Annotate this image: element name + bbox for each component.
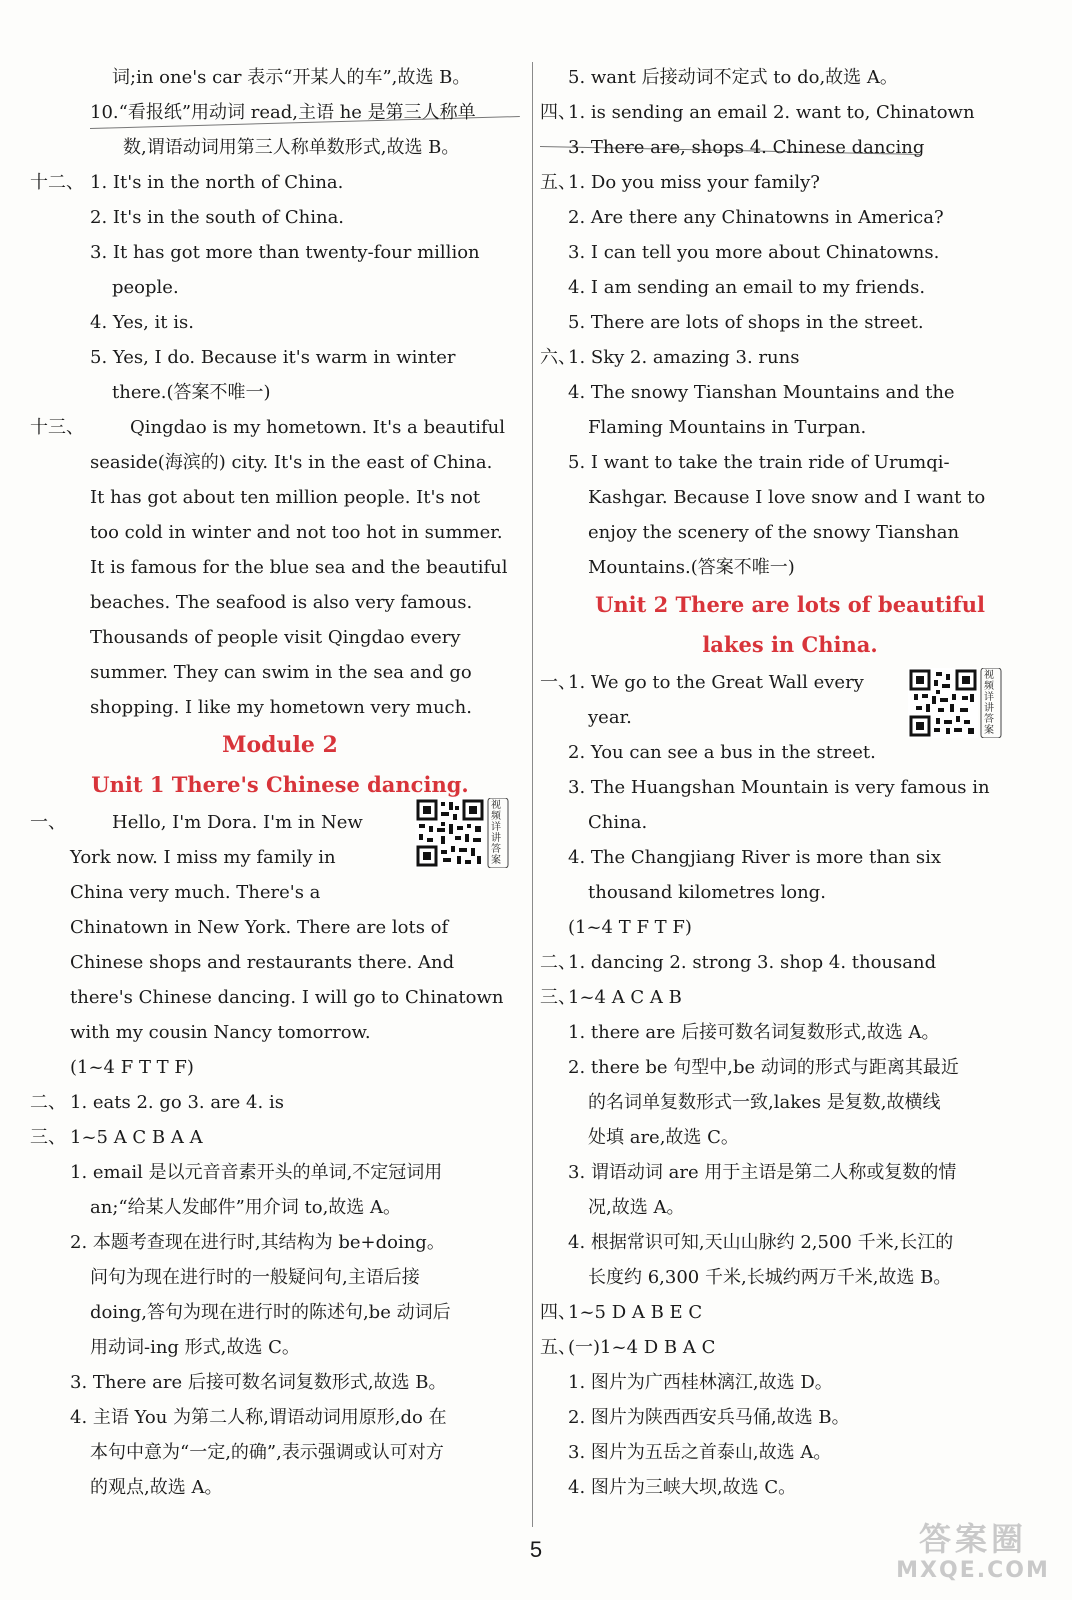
qr-code[interactable] [415, 798, 510, 868]
text-line: 3. 谓语动词 are 用于主语是第二人称或复数的情 [568, 1162, 957, 1183]
text-line: York now. I miss my family in [70, 847, 336, 868]
module2-part2-line: 二、 1. eats 2. go 3. are 4. is [30, 1092, 284, 1113]
column-divider [532, 62, 533, 1527]
text-line: 5. I want to take the train ride of Urumqi- [568, 452, 950, 473]
text-line: 10.“看报纸”用动词 read,主语 he 是第三人称单 [90, 102, 476, 123]
text-line: 1. email 是以元音音素开头的单词,不定冠词用 [70, 1162, 443, 1183]
text-line: 1. there are 后接可数名词复数形式,故选 A。 [568, 1022, 940, 1043]
unit-1-heading: Unit 1 There's Chinese dancing. [91, 772, 469, 797]
section-4-line: 四、 1. is sending an email 2. want to, Chinatown [540, 102, 975, 123]
right-column [540, 60, 1040, 1505]
unit-2-heading-cont: lakes in China. [702, 632, 878, 657]
text-line: enjoy the scenery of the snowy Tianshan [588, 522, 960, 543]
text-line: seaside(海滨的) city. It's in the east of China. [90, 452, 493, 473]
unit-2-heading: Unit 2 There are lots of beautiful [595, 592, 985, 617]
qr-code[interactable] [908, 668, 1003, 738]
text-line: summer. They can swim in the sea and go [90, 662, 472, 683]
unit2-part2-line: 二、 1. dancing 2. strong 3. shop 4. thousand [540, 952, 937, 973]
watermark-url: MXQE.COM [896, 1558, 1050, 1583]
section-13-line: 十三、 Qingdao is my hometown. It's a beautiful [30, 417, 505, 438]
text-line: Chinese shops and restaurants there. And [70, 952, 455, 973]
text-line: 4. 根据常识可知,天山山脉约 2,500 千米,长江的 [568, 1232, 954, 1253]
section-6-line: 六、 1. Sky 2. amazing 3. runs [540, 347, 800, 368]
text-line: 3. The Huangshan Mountain is very famous in [568, 777, 990, 798]
text-line: 2. 图片为陕西西安兵马俑,故选 B。 [568, 1407, 850, 1428]
text-line: doing,答句为现在进行时的陈述句,be 动词后 [90, 1302, 451, 1323]
text-line: 4. The Changjiang River is more than six [568, 847, 942, 868]
text-line: beaches. The seafood is also very famous. [90, 592, 473, 613]
answer-line: (1~4 F T T F) [70, 1057, 194, 1078]
text-line: an;“给某人发邮件”用介词 to,故选 A。 [90, 1197, 402, 1218]
left-column [30, 60, 530, 1505]
unit2-part1-line: 一、 1. We go to the Great Wall every [540, 672, 864, 693]
text-line: 4. I am sending an email to my friends. [568, 277, 926, 298]
text-line: 4. 图片为三峡大坝,故选 C。 [568, 1477, 797, 1498]
text-line: 1. 图片为广西桂林漓江,故选 D。 [568, 1372, 833, 1393]
text-line: shopping. I like my hometown very much. [90, 697, 472, 718]
text-line: 3. There are 后接可数名词复数形式,故选 B。 [70, 1372, 447, 1393]
qr-label: 视频详讲答案 [984, 670, 994, 736]
text-line: It has got about ten million people. It's not [90, 487, 481, 508]
text-line: 3. 图片为五岳之首泰山,故选 A。 [568, 1442, 832, 1463]
text-line: 2. It's in the south of China. [90, 207, 345, 228]
text-line: 问句为现在进行时的一般疑问句,主语后接 [90, 1267, 420, 1288]
page-number: 5 [529, 1537, 543, 1562]
text-line: 4. Yes, it is. [90, 312, 194, 333]
text-line: 5. There are lots of shops in the street. [568, 312, 924, 333]
text-line: too cold in winter and not too hot in summer. [90, 522, 503, 543]
watermark-logo-text: 答案圈 [918, 1520, 1027, 1558]
module2-part1-line: 一、 Hello, I'm Dora. I'm in New [30, 812, 363, 833]
text-line: 2. there be 句型中,be 动词的形式与距离其最近 [568, 1057, 959, 1078]
text-line: 用动词-ing 形式,故选 C。 [90, 1337, 300, 1358]
text-line: 2. Are there any Chinatowns in America? [568, 207, 944, 228]
text-line: China very much. There's a [70, 882, 321, 903]
answer-line: (1~4 T F T F) [568, 917, 692, 938]
text-line: 3. There are, shops 4. Chinese dancing [568, 137, 925, 158]
module2-part3-line: 三、 1~5 A C B A A [30, 1127, 203, 1148]
section-12-line: 十二、 1. It's in the north of China. [30, 172, 344, 193]
text-line: 3. I can tell you more about Chinatowns. [568, 242, 940, 263]
text-line: Kashgar. Because I love snow and I want to [588, 487, 986, 508]
text-line: 2. You can see a bus in the street. [568, 742, 876, 763]
text-line: 4. The snowy Tianshan Mountains and the [568, 382, 955, 403]
text-line: thousand kilometres long. [588, 882, 826, 903]
text-line: 处填 are,故选 C。 [588, 1127, 739, 1148]
unit2-part4-line: 四、 1~5 D A B E C [540, 1302, 703, 1323]
text-line: 2. 本题考查现在进行时,其结构为 be+doing。 [70, 1232, 445, 1253]
text-line: Thousands of people visit Qingdao every [90, 627, 461, 648]
text-line: 况,故选 A。 [588, 1197, 685, 1218]
text-line: 4. 主语 You 为第二人称,谓语动词用原形,do 在 [70, 1407, 447, 1428]
text-line: there's Chinese dancing. I will go to Chinatown [70, 987, 504, 1008]
text-line: 3. It has got more than twenty-four million [90, 242, 480, 263]
unit2-part3-line: 三、 1~4 A C A B [540, 987, 682, 1008]
text-line: there.(答案不唯一) [112, 382, 271, 403]
section-5-line: 五、 1. Do you miss your family? [540, 172, 820, 193]
text-line: 的观点,故选 A。 [90, 1477, 223, 1498]
text-line: 的名词单复数形式一致,lakes 是复数,故横线 [588, 1092, 941, 1113]
text-line: 5. Yes, I do. Because it's warm in winter [90, 347, 456, 368]
text-line: Mountains.(答案不唯一) [588, 557, 795, 578]
unit2-part5-line: 五、 (一)1~4 D B A C [540, 1337, 716, 1358]
text-line: 5. want 后接动词不定式 to do,故选 A。 [568, 67, 898, 88]
text-line: people. [112, 277, 179, 298]
text-line: It is famous for the blue sea and the beautiful [90, 557, 508, 578]
text-line: 数,谓语动词用第三人称单数形式,故选 B。 [123, 137, 460, 158]
text-line: Chinatown in New York. There are lots of [70, 917, 449, 938]
text-line: with my cousin Nancy tomorrow. [70, 1022, 371, 1043]
site-watermark [888, 1520, 1058, 1590]
module-heading: Module 2 [222, 732, 338, 758]
text-line: 长度约 6,300 千米,长城约两万千米,故选 B。 [588, 1267, 952, 1288]
qr-label: 视频详讲答案 [491, 800, 501, 866]
text-line: 词;in one's car 表示“开某人的车”,故选 B。 [112, 67, 471, 88]
text-line: 本句中意为“一定,的确”,表示强调或认可对方 [90, 1442, 444, 1463]
text-line: Flaming Mountains in Turpan. [588, 417, 867, 438]
text-line: China. [588, 812, 648, 833]
text-line: year. [588, 707, 632, 728]
